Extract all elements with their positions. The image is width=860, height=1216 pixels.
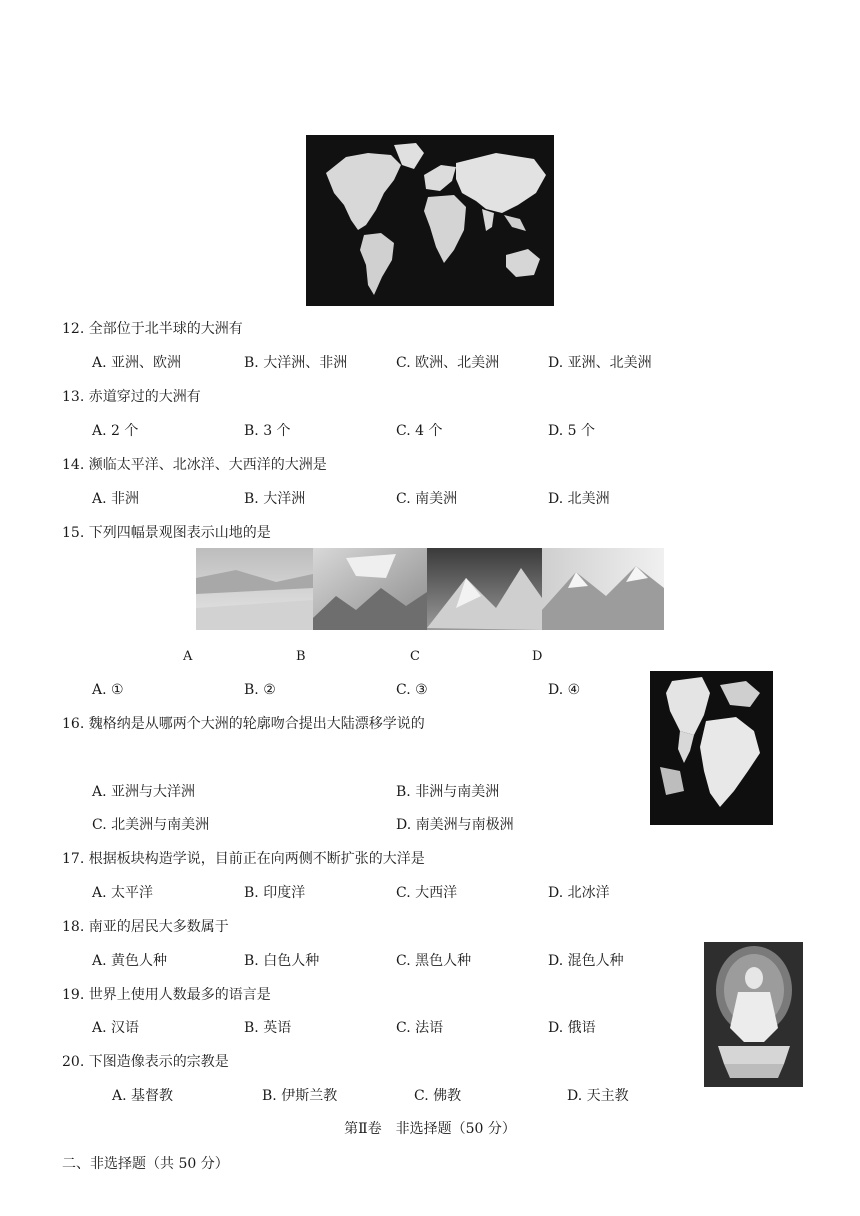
question-stem: 魏格纳是从哪两个大洲的轮廓吻合提出大陆漂移学说的	[88, 716, 425, 732]
question-number: 16.	[62, 716, 85, 732]
option-b[interactable]: B. 大洋洲	[244, 491, 306, 507]
option-b[interactable]: B. 非洲与南美洲	[396, 784, 500, 800]
question-18	[62, 918, 229, 936]
option-d[interactable]: D. 南美洲与南极洲	[396, 817, 514, 833]
option-b[interactable]: B. 印度洋	[244, 885, 306, 901]
question-12	[62, 320, 243, 338]
question-13	[62, 388, 201, 406]
option-a[interactable]: A. 亚洲、欧洲	[92, 355, 182, 371]
option-d[interactable]: D. 北美洲	[548, 491, 610, 507]
question-17	[62, 850, 425, 868]
question-stem: 濒临太平洋、北冰洋、大西洋的大洲是	[88, 457, 327, 473]
option-a[interactable]: A. ①	[92, 682, 124, 698]
buddha-statue-image	[704, 942, 803, 1087]
option-a[interactable]: A. 基督教	[112, 1088, 174, 1104]
continent-fit-image	[650, 671, 773, 825]
option-d[interactable]: D. 5 个	[548, 423, 595, 439]
option-c[interactable]: C. 北美洲与南美洲	[92, 817, 210, 833]
question-number: 12.	[62, 321, 85, 337]
question-number: 18.	[62, 919, 85, 935]
question-number: 17.	[62, 851, 85, 867]
option-a[interactable]: A. 太平洋	[92, 885, 154, 901]
option-c[interactable]: C. 黑色人种	[396, 953, 472, 969]
question-16	[62, 715, 425, 733]
option-c[interactable]: C. ③	[396, 682, 428, 698]
option-c[interactable]: C. 南美洲	[396, 491, 458, 507]
option-c[interactable]: C. 大西洋	[396, 885, 458, 901]
question-number: 15.	[62, 525, 85, 541]
option-d[interactable]: D. ④	[548, 682, 581, 698]
option-c[interactable]: C. 欧洲、北美洲	[396, 355, 500, 371]
question-number: 14.	[62, 457, 85, 473]
buddha-statue-icon	[704, 942, 803, 1087]
question-stem: 全部位于北半球的大洲有	[88, 321, 243, 337]
option-d[interactable]: D. 俄语	[548, 1020, 596, 1036]
option-a[interactable]: A. 2 个	[92, 423, 139, 439]
option-b[interactable]: B. 大洋洲、非洲	[244, 355, 348, 371]
option-b[interactable]: B. 白色人种	[244, 953, 320, 969]
option-c[interactable]: C. 佛教	[414, 1088, 462, 1104]
image-label-b: B	[296, 649, 306, 664]
question-19	[62, 986, 271, 1004]
question-stem: 世界上使用人数最多的语言是	[88, 987, 271, 1003]
option-d[interactable]: D. 混色人种	[548, 953, 624, 969]
question-stem: 下图造像表示的宗教是	[88, 1054, 229, 1070]
part-heading: 二、非选择题（共 50 分）	[62, 1156, 229, 1172]
question-number: 20.	[62, 1054, 85, 1070]
question-14	[62, 456, 327, 474]
continent-fit-icon	[650, 671, 773, 825]
option-b[interactable]: B. 伊斯兰教	[262, 1088, 338, 1104]
option-c[interactable]: C. 4 个	[396, 423, 443, 439]
image-label-c: C	[410, 649, 420, 664]
option-b[interactable]: B. 英语	[244, 1020, 292, 1036]
world-map-icon	[306, 135, 554, 306]
option-b[interactable]: B. ②	[244, 682, 276, 698]
question-15	[62, 524, 271, 542]
option-a[interactable]: A. 亚洲与大洋洲	[92, 784, 196, 800]
landscape-photos	[196, 548, 664, 630]
question-stem: 赤道穿过的大洲有	[88, 389, 201, 405]
question-stem: 下列四幅景观图表示山地的是	[88, 525, 271, 541]
option-a[interactable]: A. 汉语	[92, 1020, 140, 1036]
option-c[interactable]: C. 法语	[396, 1020, 444, 1036]
option-a[interactable]: A. 非洲	[92, 491, 140, 507]
question-stem: 南亚的居民大多数属于	[88, 919, 229, 935]
option-d[interactable]: D. 天主教	[567, 1088, 629, 1104]
image-label-a: A	[183, 649, 193, 664]
landscape-icon	[196, 548, 664, 630]
section-title: 第Ⅱ卷 非选择题（50 分）	[344, 1121, 516, 1137]
question-stem: 根据板块构造学说，目前正在向两侧不断扩张的大洋是	[88, 851, 425, 867]
question-number: 13.	[62, 389, 85, 405]
option-d[interactable]: D. 北冰洋	[548, 885, 610, 901]
option-b[interactable]: B. 3 个	[244, 423, 291, 439]
question-number: 19.	[62, 987, 85, 1003]
question-20	[62, 1053, 229, 1071]
world-map-image	[306, 135, 554, 306]
option-d[interactable]: D. 亚洲、北美洲	[548, 355, 652, 371]
option-a[interactable]: A. 黄色人种	[92, 953, 168, 969]
image-label-d: D	[532, 649, 543, 664]
